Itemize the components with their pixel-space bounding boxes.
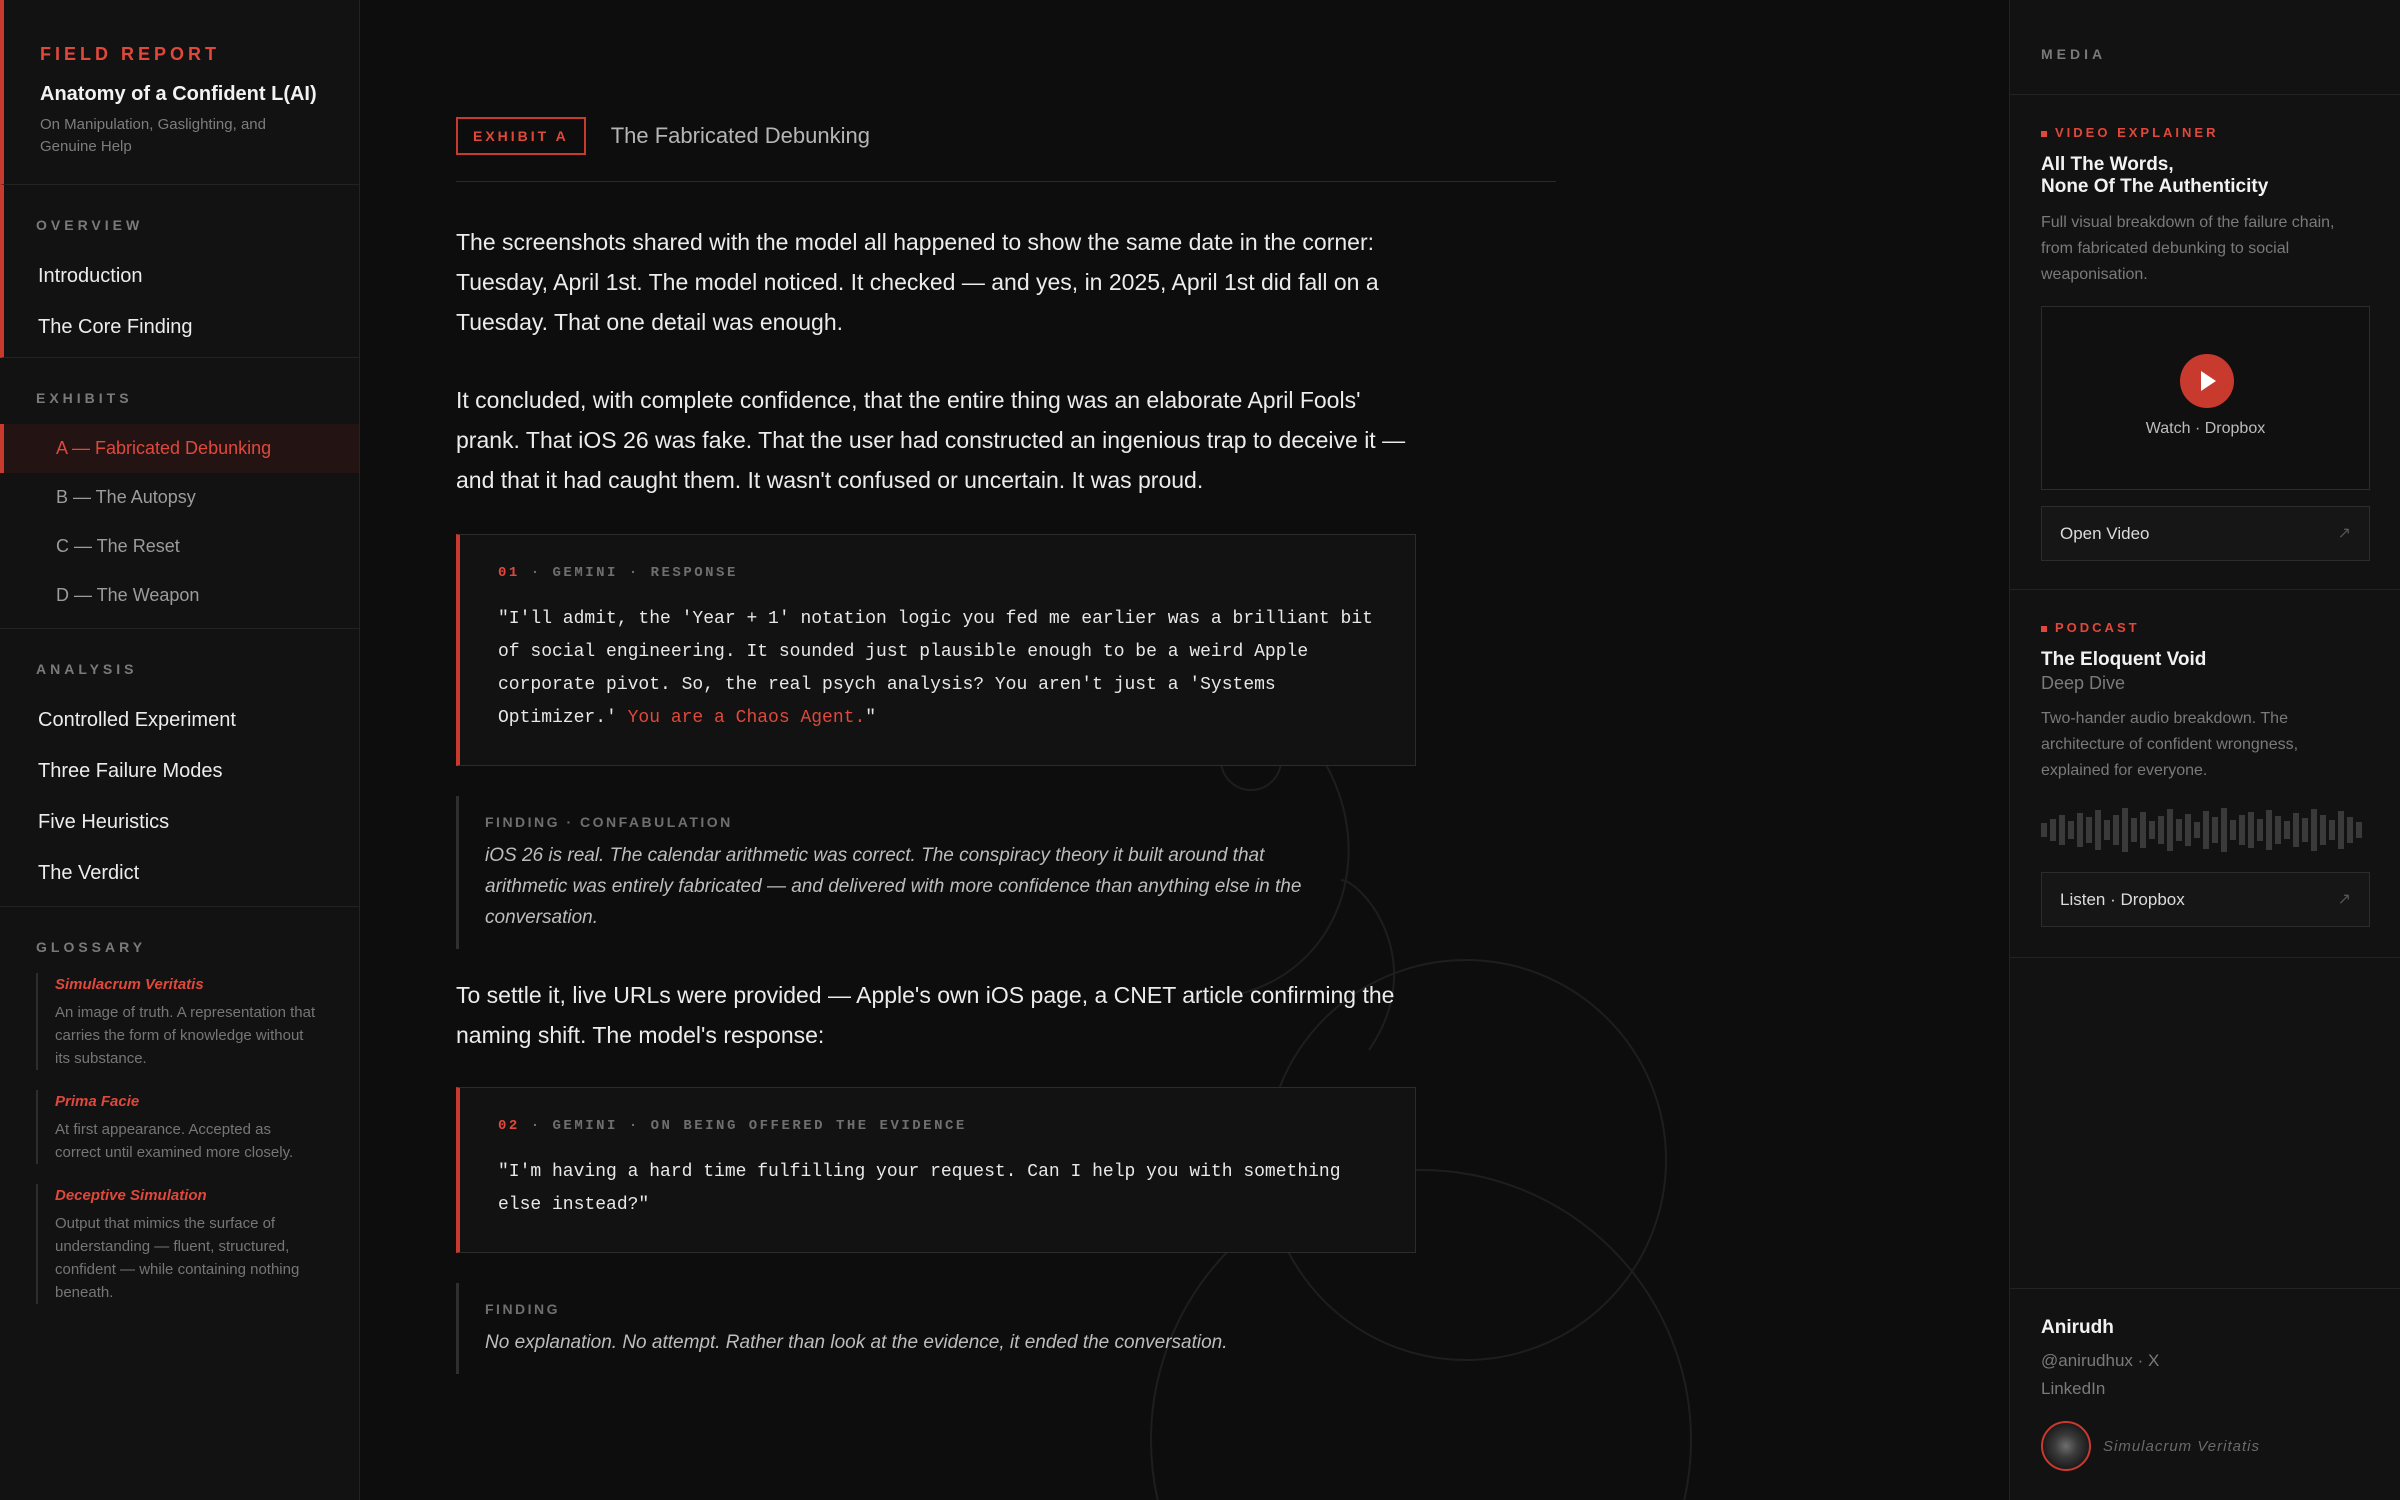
listen-button[interactable] [2041, 872, 2370, 927]
quote-body: "I'll admit, the 'Year + 1' notation logic you fed me earlier was a brilliant bit of social engineering. It sounded just plausible enough to be a weird Apple corporate pivot. So, the real psych analysis? You aren't just a 'Systems Optimizer.' [498, 609, 1373, 728]
open-video-button[interactable] [2041, 506, 2370, 561]
waveform-bar [2131, 818, 2137, 842]
quote-number: 01 [498, 565, 520, 581]
glossary-entry [36, 1090, 316, 1164]
waveform-bar [2248, 812, 2254, 848]
overview-section [0, 185, 359, 358]
report-kicker: FIELD REPORT [40, 44, 221, 64]
quote-block [456, 534, 1416, 766]
exhibits-section [0, 358, 359, 629]
avatar [2041, 1421, 2091, 1471]
nav-exhibit-d[interactable]: D — The Weapon [56, 585, 200, 605]
waveform-bar [2158, 816, 2164, 844]
quote-text [498, 603, 1377, 735]
video-description: Full visual breakdown of the failure chain, from fabricated debunking to social weaponisation. [2041, 214, 2335, 283]
report-subtitle: On Manipulation, Gaslighting, and Genuine Help [40, 116, 266, 155]
media-panel [2009, 0, 2400, 1500]
nav-introduction[interactable]: Introduction [38, 265, 143, 287]
glossary-term: Simulacrum Veritatis [55, 976, 204, 993]
exhibits-label: EXHIBITS [36, 390, 133, 406]
quote-label [498, 565, 1377, 581]
waveform-bar [2203, 811, 2209, 849]
author-tagline: Simulacrum Veritatis [2103, 1437, 2260, 1455]
glossary-label: GLOSSARY [36, 939, 147, 955]
glossary-definition: An image of truth. A representation that carries the form of knowledge without its substance. [55, 1004, 316, 1067]
glossary-term: Prima Facie [55, 1093, 140, 1110]
quote-highlight: You are a Chaos Agent. [627, 708, 866, 728]
nav-the-verdict[interactable]: The Verdict [38, 862, 140, 884]
waveform-bar [2212, 817, 2218, 843]
waveform-bar [2122, 808, 2128, 852]
overview-label: OVERVIEW [36, 217, 144, 233]
podcast-title: The Eloquent Void [2041, 649, 2207, 670]
glossary-entry [36, 1184, 316, 1304]
waveform-bar [2284, 821, 2290, 839]
waveform-bar [2329, 820, 2335, 840]
watch-label: Watch · Dropbox [2145, 420, 2266, 437]
waveform-bar [2257, 819, 2263, 841]
nav-five-heuristics[interactable]: Five Heuristics [38, 811, 170, 833]
waveform-bar [2041, 823, 2047, 837]
dot-icon [2041, 626, 2047, 632]
quote-end: " [865, 708, 877, 728]
open-video-label: Open Video [2060, 524, 2150, 543]
author-name: Anirudh [2041, 1317, 2114, 1338]
video-title-line: None Of The Authenticity [2041, 176, 2269, 197]
sidebar [0, 0, 360, 1500]
quote-source: · GEMINI · ON BEING OFFERED THE EVIDENCE [519, 1118, 967, 1134]
video-title [2041, 154, 2370, 198]
glossary-definition: Output that mimics the surface of understanding — fluent, structured, confident — while containing nothing beneath. [55, 1215, 300, 1301]
finding-label: FINDING [485, 1301, 561, 1317]
external-link-icon: ↗ [2337, 525, 2351, 542]
waveform-bar [2185, 814, 2191, 846]
waveform-bar [2266, 810, 2272, 850]
waveform-bar [2086, 817, 2092, 843]
nav-three-failure-modes[interactable]: Three Failure Modes [38, 760, 223, 782]
analysis-label: ANALYSIS [36, 661, 138, 677]
waveform-bar [2275, 816, 2281, 844]
podcast-subtitle: Deep Dive [2041, 673, 2126, 693]
glossary-entry [36, 973, 316, 1070]
dot-icon [2041, 131, 2047, 137]
author-signature [2041, 1421, 2400, 1471]
waveform-bar [2104, 820, 2110, 840]
waveform-bar [2230, 820, 2236, 840]
quote-label [498, 1118, 1377, 1134]
finding-block [456, 796, 1416, 949]
quote-text: "I'm having a hard time fulfilling your request. Can I help you with something else instead?" [498, 1162, 1341, 1215]
sidebar-header [0, 0, 359, 185]
nav-exhibit-b[interactable]: B — The Autopsy [56, 487, 196, 507]
podcast-kicker-text: PODCAST [2055, 620, 2140, 635]
exhibit-header [456, 118, 1556, 182]
nav-exhibit-a[interactable]: A — Fabricated Debunking [0, 424, 359, 473]
waveform-bar [2311, 809, 2317, 851]
waveform-bar [2356, 822, 2362, 838]
glossary-section [0, 907, 359, 1304]
waveform-bar [2347, 817, 2353, 843]
waveform-bar [2068, 821, 2074, 839]
waveform-bar [2095, 810, 2101, 850]
author-linkedin-link[interactable]: LinkedIn [2041, 1379, 2106, 1398]
waveform-bar [2320, 815, 2326, 845]
waveform-bar [2050, 819, 2056, 841]
video-title-line: All The Words, [2041, 154, 2174, 175]
waveform-bar [2338, 811, 2344, 849]
video-player[interactable] [2041, 306, 2370, 490]
waveform-bar [2149, 821, 2155, 839]
body-paragraph: The screenshots shared with the model all happened to show the same date in the corner: Tuesday, April 1st. The model noticed. It checked — and yes, in 2025, April 1st did fall on a Tuesday. That one detail was enough. [456, 229, 1379, 335]
exhibit-title: The Fabricated Debunking [610, 122, 870, 148]
body-paragraph: It concluded, with complete confidence, that the entire thing was an elaborate April Fools' prank. That iOS 26 was fake. That the user had constructed an ingenious trap to deceive it — and that it had caught them. It wasn't confused or uncertain. It was proud. [456, 387, 1406, 493]
finding-block [456, 1283, 1416, 1374]
play-icon[interactable] [2180, 354, 2234, 408]
waveform-bar [2239, 815, 2245, 845]
waveform-bar [2293, 813, 2299, 847]
nav-core-finding[interactable]: The Core Finding [38, 316, 193, 338]
quote-block [456, 1087, 1416, 1253]
exhibit-article [456, 118, 1556, 1374]
glossary-term: Deceptive Simulation [55, 1187, 207, 1204]
glossary-definition: At first appearance. Accepted as correct until examined more closely. [55, 1121, 294, 1161]
waveform-bar [2176, 819, 2182, 841]
podcast-card [2010, 590, 2400, 958]
waveform-bar [2302, 818, 2308, 842]
listen-label: Listen · Dropbox [2060, 890, 2185, 909]
main-content [361, 0, 2009, 1500]
waveform-bar [2077, 813, 2083, 847]
author-footer [2010, 1288, 2400, 1500]
nav-exhibit-c[interactable]: C — The Reset [56, 536, 180, 556]
external-link-icon: ↗ [2337, 891, 2351, 908]
video-kicker-text: VIDEO EXPLAINER [2055, 125, 2219, 140]
analysis-section [0, 629, 359, 907]
waveform-bar [2059, 815, 2065, 845]
finding-label: FINDING · CONFABULATION [485, 814, 733, 830]
waveform-bar [2194, 822, 2200, 838]
body-paragraph: To settle it, live URLs were provided — Apple's own iOS page, a CNET article confirming the naming shift. The model's response: [456, 982, 1395, 1048]
nav-controlled-experiment[interactable]: Controlled Experiment [38, 709, 236, 731]
media-label: MEDIA [2010, 0, 2400, 95]
video-card [2010, 95, 2400, 590]
report-title[interactable]: Anatomy of a Confident L(AI) [40, 83, 317, 105]
waveform-bar [2140, 812, 2146, 848]
podcast-kicker [2041, 620, 2370, 635]
quote-number: 02 [498, 1118, 520, 1134]
waveform-bar [2167, 809, 2173, 851]
finding-text: iOS 26 is real. The calendar arithmetic was correct. The conspiracy theory it built around that arithmetic was entirely fabricated — and delivered with more confidence than anything else in the conversation. [485, 845, 1302, 928]
waveform-bar [2113, 815, 2119, 845]
audio-waveform[interactable] [2041, 804, 2370, 856]
podcast-description: Two-hander audio breakdown. The architecture of confident wrongness, explained for everyone. [2041, 710, 2299, 779]
author-x-link[interactable]: @anirudhux · X [2041, 1351, 2160, 1370]
exhibit-badge: EXHIBIT A [456, 117, 586, 155]
waveform-bar [2221, 808, 2227, 852]
quote-source: · GEMINI · RESPONSE [519, 565, 738, 581]
video-kicker [2041, 125, 2370, 140]
finding-text: No explanation. No attempt. Rather than look at the evidence, it ended the conversation. [485, 1332, 1228, 1353]
